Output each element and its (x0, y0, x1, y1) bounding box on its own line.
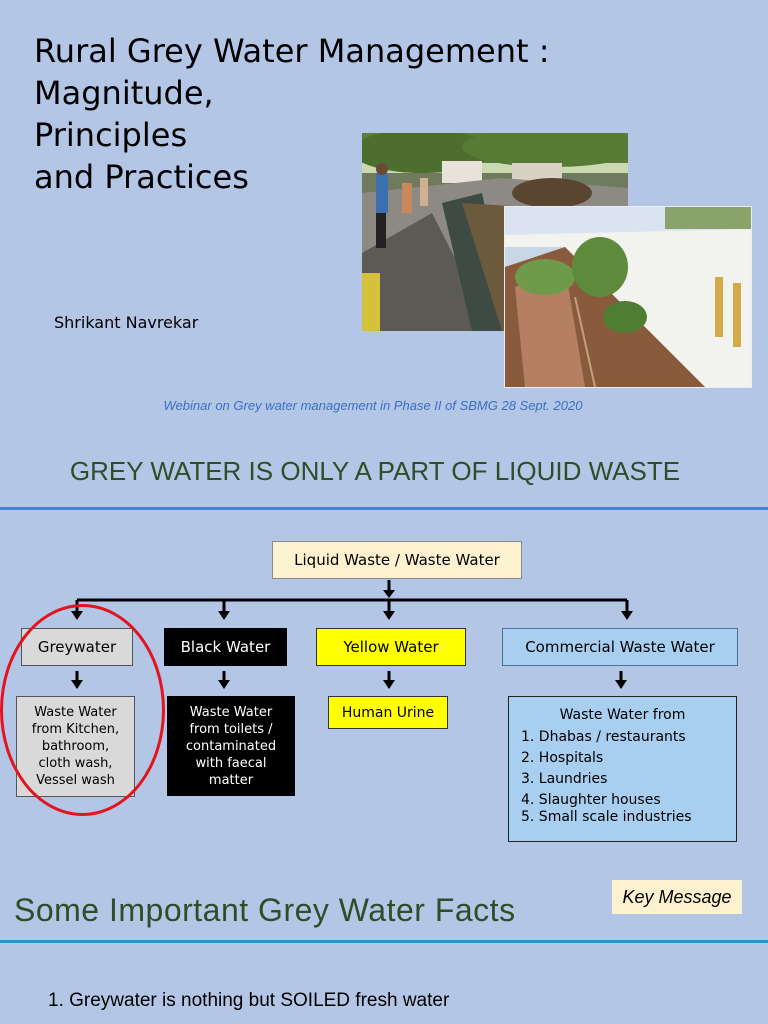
title-line-3: Principles (34, 116, 188, 154)
commercial-waste-water-box: Commercial Waste Water (502, 628, 738, 666)
human-urine-box: Human Urine (328, 696, 448, 729)
greywater-detail-line: bathroom, (41, 739, 110, 754)
black-water-detail-line: from toilets / (189, 721, 273, 737)
slide-2-title: GREY WATER IS ONLY A PART OF LIQUID WASTE (69, 456, 681, 486)
title-line-4: and Practices (34, 158, 249, 196)
garden-soak-pit-photo (504, 206, 752, 388)
liquid-waste-box: Liquid Waste / Waste Water (272, 541, 522, 579)
slide-3-title: Some Important Grey Water Facts (14, 892, 516, 928)
black-water-detail-line: with faecal (195, 755, 267, 771)
black-water-detail-line: matter (208, 772, 254, 788)
greywater-detail-line: from Kitchen, (31, 722, 120, 737)
black-water-box: Black Water (164, 628, 287, 666)
title-line-1: Rural Grey Water Management : (34, 32, 550, 70)
commercial-detail-item: 3. Laundries (521, 771, 608, 787)
black-water-detail-line: contaminated (185, 738, 277, 754)
commercial-detail-box (508, 696, 737, 842)
commercial-detail-item: 1. Dhabas / restaurants (521, 729, 686, 745)
title-line-2: Magnitude, (34, 74, 214, 112)
commercial-detail-item: 4. Slaughter houses (521, 792, 661, 808)
yellow-water-box: Yellow Water (316, 628, 466, 666)
greywater-detail-line: cloth wash, (38, 756, 113, 771)
commercial-detail-heading: Waste Water from (559, 707, 686, 723)
greywater-detail-line: Waste Water (34, 705, 117, 720)
greywater-detail-line: Vessel wash (36, 773, 115, 788)
greywater-highlight-circle (0, 604, 165, 816)
key-message-badge: Key Message (612, 880, 742, 914)
author-name: Shrikant Navrekar (54, 313, 199, 332)
black-water-detail-box (167, 696, 295, 796)
greywater-box: Greywater (21, 628, 133, 666)
commercial-detail-item: 5. Small scale industries (521, 809, 692, 825)
slide-divider-1 (0, 507, 768, 510)
black-water-detail-line: Waste Water (189, 704, 273, 720)
commercial-detail-item: 2. Hospitals (521, 750, 604, 766)
webinar-caption: Webinar on Grey water management in Phase II of SBMG 28 Sept. 2020 (163, 398, 583, 413)
slide-divider-2 (0, 940, 768, 943)
fact-item-1: 1. Greywater is nothing but SOILED fresh water (48, 990, 450, 1011)
